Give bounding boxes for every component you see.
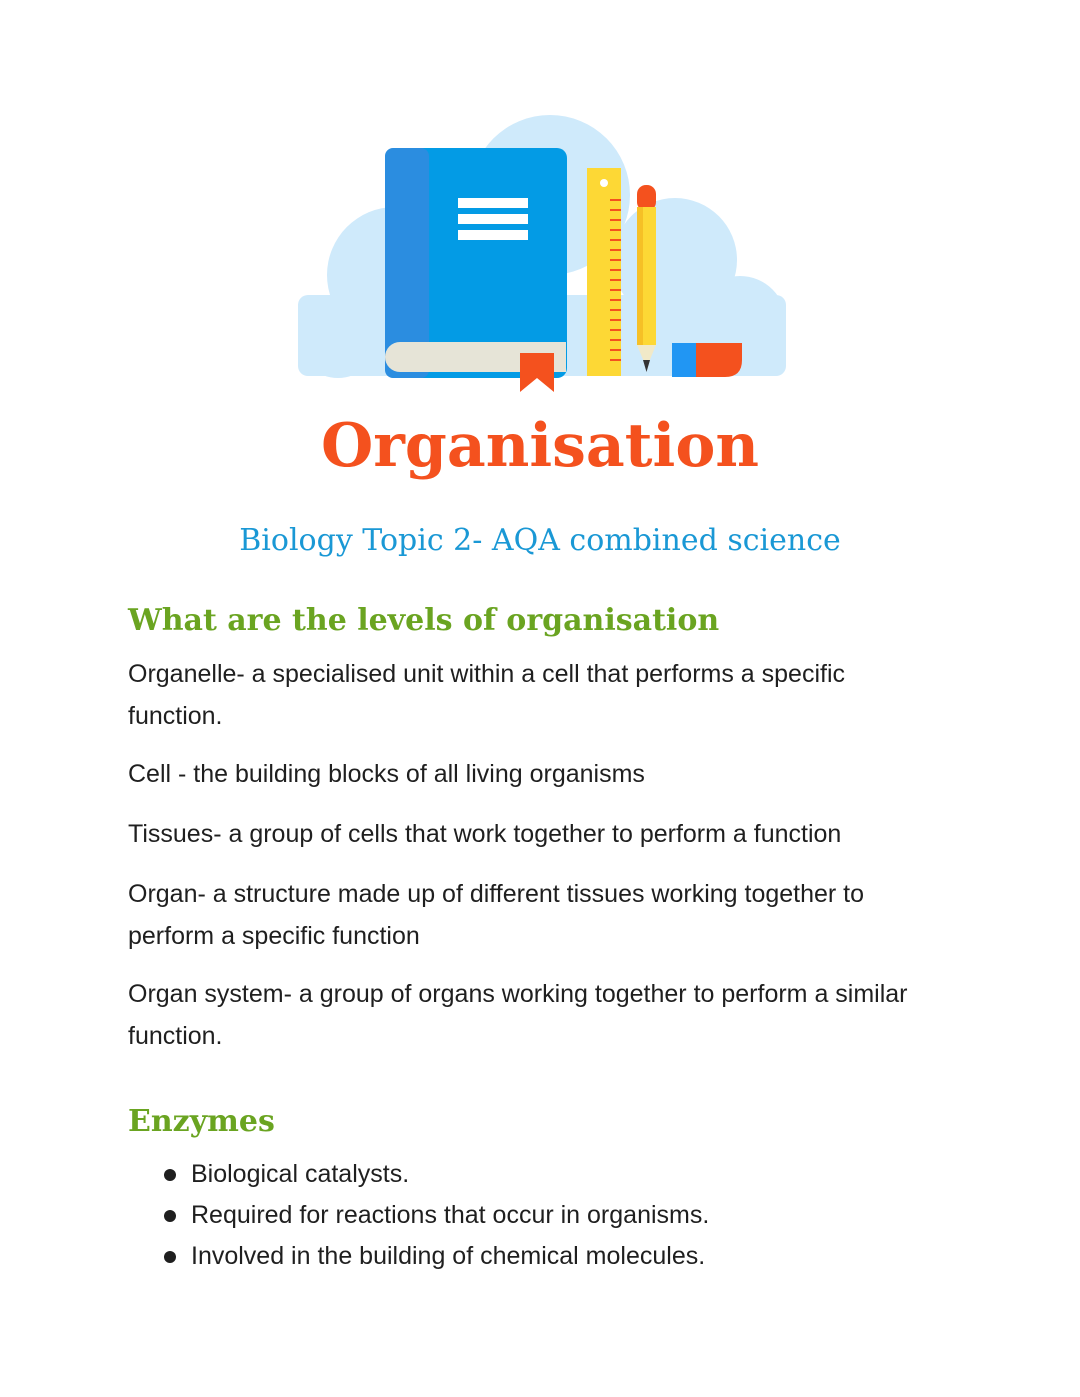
page-subtitle: Biology Topic 2- AQA combined science [239, 523, 841, 558]
eraser-icon [672, 343, 742, 377]
ruler-icon [587, 168, 621, 376]
levels-heading: What are the levels of organisation [128, 603, 720, 638]
page-title: Organisation [321, 411, 759, 481]
enzymes-list [128, 1154, 928, 1277]
pencil-icon [637, 185, 656, 372]
tissues-definition: Tissues- a group of cells that work together to perform a function [128, 820, 842, 848]
list-item-text: Required for reactions that occur in organisms. [191, 1201, 710, 1229]
bullet-icon [164, 1251, 176, 1263]
book-icon [385, 148, 567, 378]
bullet-icon [164, 1169, 176, 1181]
organelle-definition: Organelle- a specialised unit within a cell that performs a specific function. [128, 660, 846, 730]
list-item [128, 1236, 928, 1277]
list-item-text: Biological catalysts. [191, 1160, 410, 1188]
list-item-text: Involved in the building of chemical molecules. [191, 1242, 706, 1270]
list-item [128, 1154, 928, 1195]
enzymes-heading: Enzymes [128, 1104, 275, 1139]
organ-system-definition: Organ system- a group of organs working together to perform a similar function. [128, 980, 908, 1050]
bookmark-icon [520, 353, 554, 392]
cell-definition: Cell - the building blocks of all living organisms [128, 760, 645, 788]
organ-definition: Organ- a structure made up of different tissues working together to perform a specific function [128, 880, 865, 950]
list-item [128, 1195, 928, 1236]
study-illustration [290, 110, 790, 400]
bullet-icon [164, 1210, 176, 1222]
